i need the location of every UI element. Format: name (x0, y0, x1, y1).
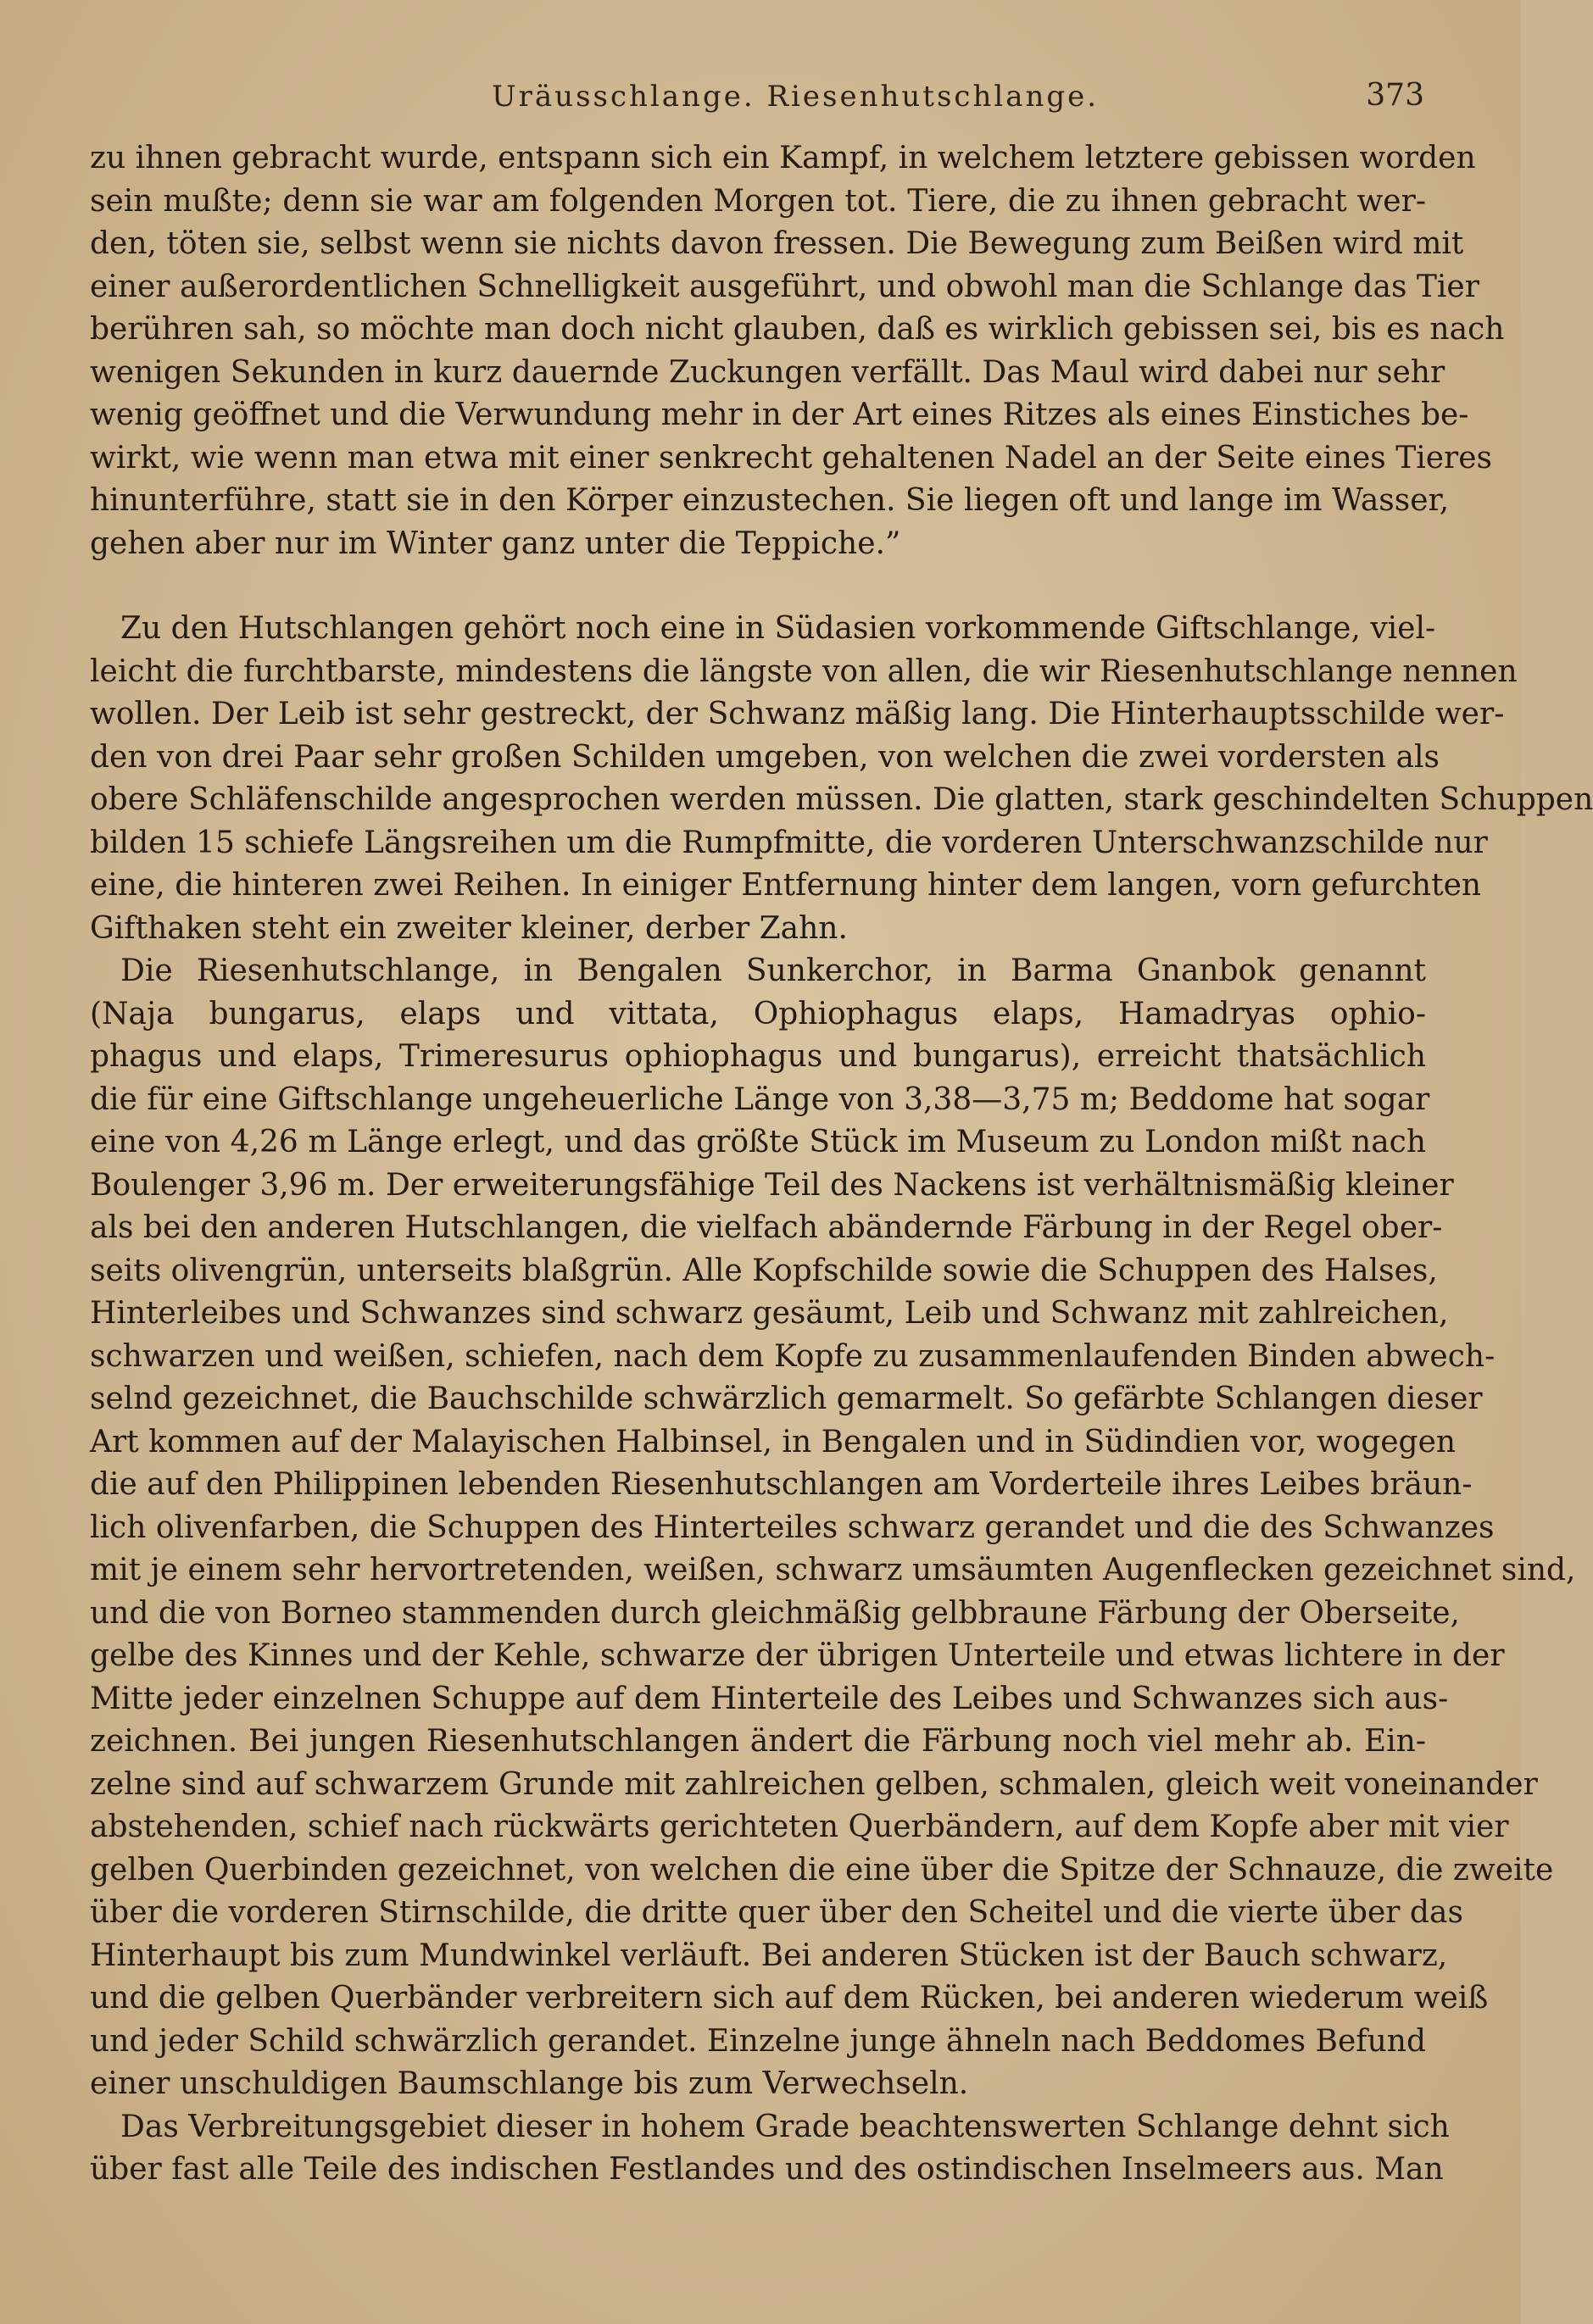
text-line: Boulenger 3,96 m. Der erweiterungsfähige Teil des Nackens ist verhältnismäßig kleiner (90, 1167, 1454, 1203)
text-line: zelne sind auf schwarzem Grunde mit zahlreichen gelben, schmalen, gleich weit voneinander (90, 1766, 1538, 1802)
page-header (93, 75, 1424, 125)
running-head: Uräusschlange. Riesenhutschlange. (492, 80, 1100, 114)
text-line: als bei den anderen Hutschlangen, die vielfach abändernde Färbung in der Regel ober- (90, 1210, 1443, 1245)
text-line: phagus und elaps, Trimeresurus ophiophagus und bungarus), erreicht thatsächlich (90, 1039, 1426, 1074)
text-line: die für eine Giftschlange ungeheuerliche Länge von 3,38—3,75 m; Beddome hat sogar (90, 1081, 1430, 1117)
text-line: den, töten sie, selbst wenn sie nichts davon fressen. Die Bewegung zum Beißen wird mit (90, 226, 1464, 261)
text-line: Gifthaken steht ein zweiter kleiner, derber Zahn. (90, 910, 848, 946)
text-line: über die vorderen Stirnschilde, die dritte quer über den Scheitel und die vierte über das (90, 1895, 1463, 1930)
text-line: und jeder Schild schwärzlich gerandet. Einzelne junge ähneln nach Beddomes Befund (90, 2023, 1426, 2059)
text-line: Das Verbreitungsgebiet dieser in hohem Grade beachtenswerten Schlange dehnt sich (120, 2109, 1450, 2144)
text-line: seits olivengrün, unterseits blaßgrün. Alle Kopfschilde sowie die Schuppen des Halses, (90, 1253, 1438, 1288)
text-line: lich olivenfarben, die Schuppen des Hinterteiles schwarz gerandet und die des Schwanzes (90, 1509, 1495, 1545)
text-line: zeichnen. Bei jungen Riesenhutschlangen ändert die Färbung noch viel mehr ab. Ein- (90, 1724, 1426, 1759)
page-number: 373 (1366, 78, 1424, 113)
text-line: Art kommen auf der Malayischen Halbinsel, in Bengalen und in Südindien vor, wogegen (90, 1424, 1457, 1459)
text-line: eine von 4,26 m Länge erlegt, und das größte Stück im Museum zu London mißt nach (90, 1125, 1426, 1159)
text-line: über fast alle Teile des indischen Festlandes und des ostindischen Inselmeers aus. Man (90, 2152, 1444, 2187)
text-line: die auf den Philippinen lebenden Riesenhutschlangen am Vorderteile ihres Leibes bräun- (90, 1467, 1473, 1502)
text-line: den von drei Paar sehr großen Schilden umgeben, von welchen die zwei vordersten als (90, 739, 1440, 775)
text-line: Zu den Hutschlangen gehört noch eine in Südasien vorkommende Giftschlange, viel- (120, 611, 1436, 646)
text-line: einer außerordentlichen Schnelligkeit ausgeführt, und obwohl man die Schlange das Tier (90, 269, 1479, 304)
text-line: selnd gezeichnet, die Bauchschilde schwärzlich gemarmelt. So gefärbte Schlangen dieser (90, 1382, 1483, 1416)
text-line: bilden 15 schiefe Längsreihen um die Rumpfmitte, die vorderen Unterschwanzschilde nur (90, 825, 1488, 860)
text-line: wenigen Sekunden in kurz dauernde Zuckungen verfällt. Das Maul wird dabei nur sehr (90, 354, 1445, 390)
text-line: hinunterführe, statt sie in den Körper einzustechen. Sie liegen oft und lange im Wasser, (90, 483, 1450, 518)
text-line: abstehenden, schief nach rückwärts gerichteten Querbändern, auf dem Kopfe aber mit vier (90, 1810, 1509, 1844)
text-line: zu ihnen gebracht wurde, entspann sich ein Kampf, in welchem letztere gebissen worden (90, 141, 1476, 175)
text-line: eine, die hinteren zwei Reihen. In einiger Entfernung hinter dem langen, vorn gefurchten (90, 868, 1482, 903)
text-line: wirkt, wie wenn man etwa mit einer senkrecht gehaltenen Nadel an der Seite eines Tieres (90, 440, 1493, 475)
text-line: gelben Querbinden gezeichnet, von welchen die eine über die Spitze der Schnauze, die zweite (90, 1852, 1554, 1888)
text-line: (Naja bungarus, elaps und vittata, Ophiophagus elaps, Hamadryas ophio- (90, 996, 1426, 1031)
body-text (90, 137, 1593, 2192)
text-line: und die von Borneo stammenden durch gleichmäßig gelbbraune Färbung der Oberseite, (90, 1595, 1460, 1631)
text-line: einer unschuldigen Baumschlange bis zum Verwechseln. (90, 2066, 969, 2101)
text-line: gelbe des Kinnes und der Kehle, schwarze der übrigen Unterteile und etwas lichtere in der (90, 1638, 1505, 1673)
paragraph-gap (90, 565, 1426, 608)
text-line: schwarzen und weißen, schiefen, nach dem Kopfe zu zusammenlaufenden Binden abwech- (90, 1338, 1496, 1374)
text-line: wenig geöffnet und die Verwundung mehr in der Art eines Ritzes als eines Einstiches be- (90, 398, 1469, 432)
text-line: gehen aber nur im Winter ganz unter die Teppiche.” (90, 525, 901, 561)
text-line: obere Schläfenschilde angesprochen werden müssen. Die glatten, stark geschindelten Schuppen (90, 782, 1593, 817)
text-line: Mitte jeder einzelnen Schuppe auf dem Hinterteile des Leibes und Schwanzes sich aus- (90, 1681, 1449, 1716)
text-line: sein mußte; denn sie war am folgenden Morgen tot. Tiere, die zu ihnen gebracht wer- (90, 183, 1426, 219)
text-line: Hinterhaupt bis zum Mundwinkel verläuft. Bei anderen Stücken ist der Bauch schwarz, (90, 1938, 1448, 1973)
text-line: leicht die furchtbarste, mindestens die längste von allen, die wir Riesenhutschlange nennen (90, 653, 1518, 689)
text-line: berühren sah, so möchte man doch nicht glauben, daß es wirklich gebissen sei, bis es nach (90, 312, 1505, 347)
text-line: mit je einem sehr hervortretenden, weißen, schwarz umsäumten Augenflecken gezeichnet sind, (90, 1553, 1576, 1587)
text-line: wollen. Der Leib ist sehr gestreckt, der Schwanz mäßig lang. Die Hinterhauptsschilde wer- (90, 697, 1505, 731)
text-line: Die Riesenhutschlange, in Bengalen Sunkerchor, in Barma Gnanbok genannt (120, 954, 1426, 988)
text-line: und die gelben Querbänder verbreitern sich auf dem Rücken, bei anderen wiederum weiß (90, 1981, 1489, 2015)
text-line: Hinterleibes und Schwanzes sind schwarz gesäumt, Leib und Schwanz mit zahlreichen, (90, 1296, 1449, 1331)
